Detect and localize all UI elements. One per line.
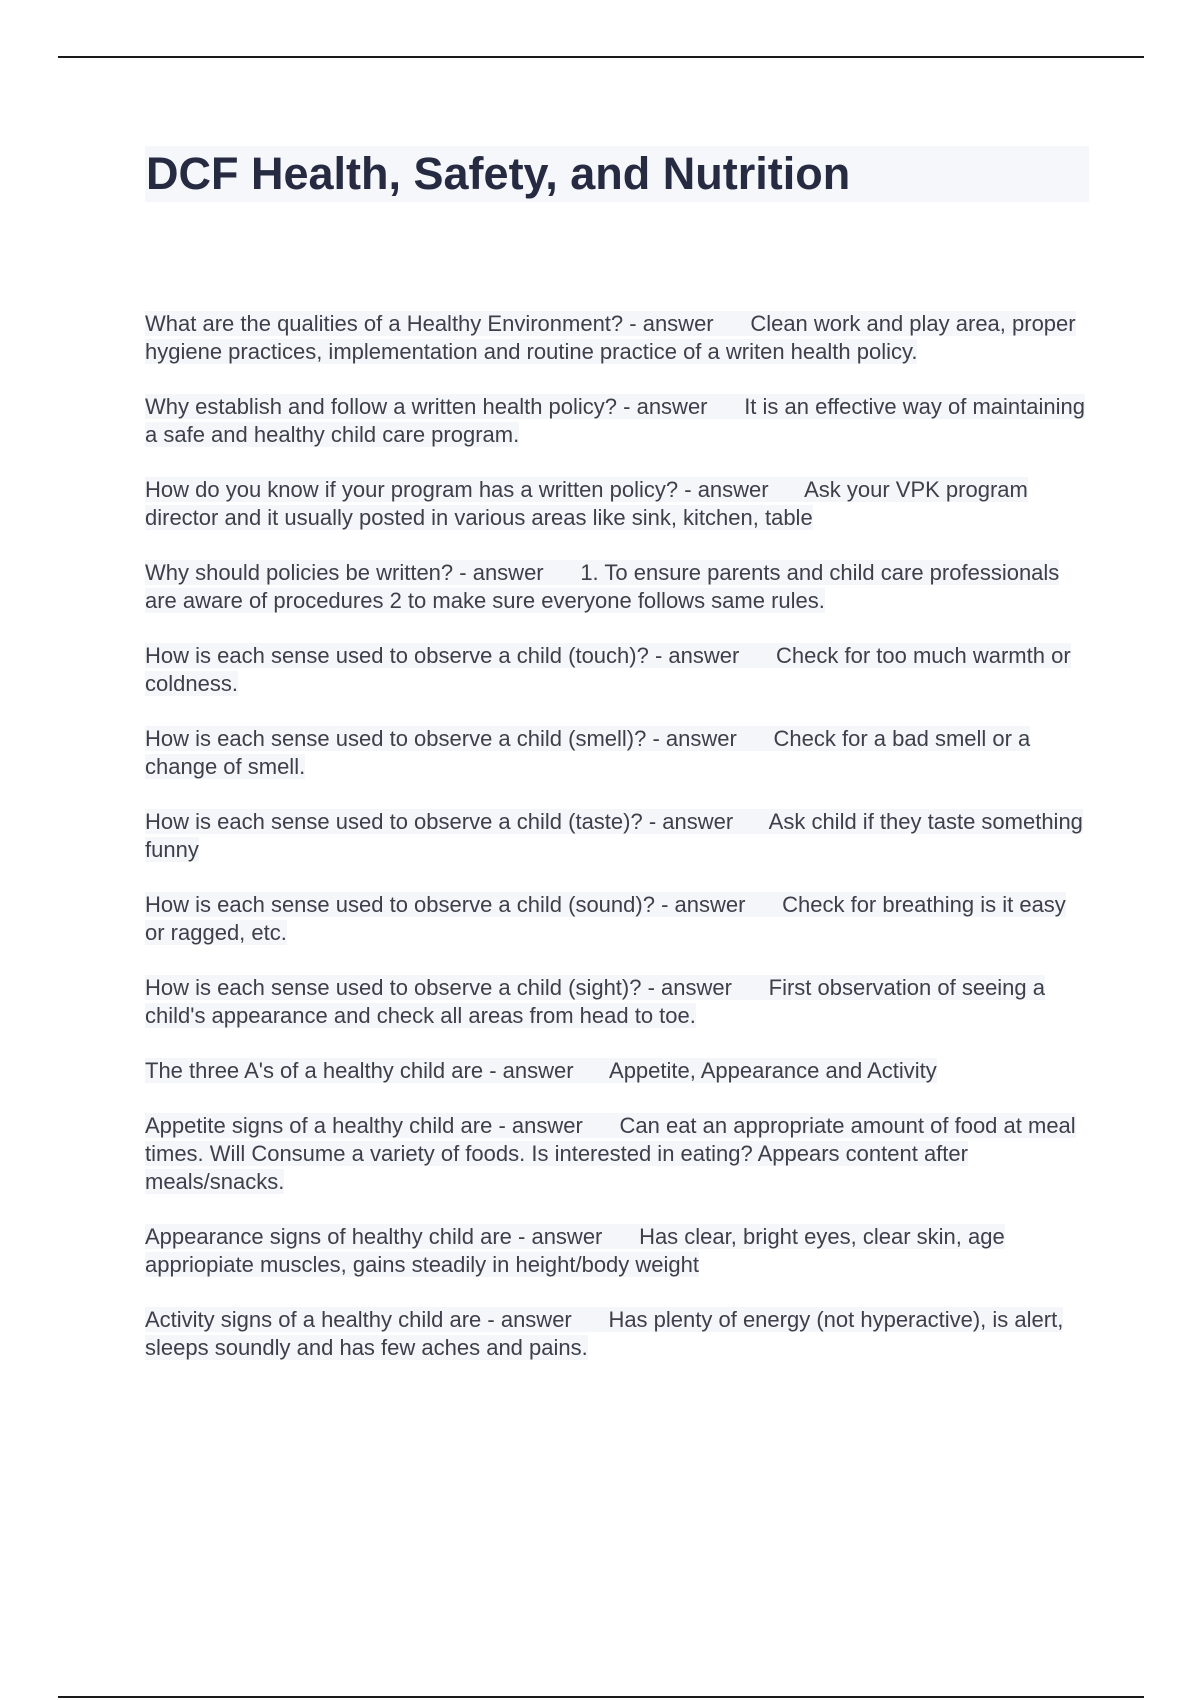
qa-question: What are the qualities of a Healthy Environment? — [145, 311, 624, 336]
qa-item — [145, 476, 1089, 532]
qa-answer: Ask child if they taste something funny — [145, 809, 1083, 862]
qa-item — [145, 725, 1089, 781]
qa-item — [145, 808, 1089, 864]
qa-question: How is each sense used to observe a child (sound)? — [145, 892, 655, 917]
qa-answer: Ask your VPK program director and it usually posted in various areas like sink, kitchen, table — [145, 477, 1028, 530]
qa-question: How is each sense used to observe a child (taste)? — [145, 809, 643, 834]
qa-separator: - answer — [641, 975, 769, 1000]
qa-answer: Has clear, bright eyes, clear skin, age appriopiate muscles, gains steadily in height/body weight — [145, 1224, 1005, 1277]
qa-question: Activity signs of a healthy child are — [145, 1307, 482, 1332]
qa-question: Appetite signs of a healthy child are — [145, 1113, 493, 1138]
qa-item — [145, 974, 1089, 1030]
qa-item — [145, 393, 1089, 449]
qa-separator: - answer — [483, 1058, 610, 1083]
qa-question: The three A's of a healthy child are — [145, 1058, 484, 1083]
qa-item — [145, 891, 1089, 947]
qa-answer: Clean work and play area, proper hygiene practices, implementation and routine practice of a writen health policy. — [145, 311, 1076, 364]
qa-question: How is each sense used to observe a child (smell)? — [145, 726, 647, 751]
qa-separator: - answer — [492, 1113, 620, 1138]
qa-separator: - answer — [648, 643, 776, 668]
qa-answer: 1. To ensure parents and child care professionals are aware of procedures 2 to make sure everyone follows same rules. — [145, 560, 1060, 613]
qa-item — [145, 1306, 1089, 1362]
qa-question: How is each sense used to observe a child (sight)? — [145, 975, 642, 1000]
qa-separator: - answer — [678, 477, 805, 502]
qa-item — [145, 642, 1089, 698]
qa-question: How do you know if your program has a written policy? — [145, 477, 679, 502]
qa-separator: - answer — [646, 726, 774, 751]
qa-answer: Check for a bad smell or a change of smell. — [145, 726, 1031, 779]
qa-item — [145, 1223, 1089, 1279]
qa-separator: - answer — [654, 892, 783, 917]
qa-item — [145, 310, 1089, 366]
qa-answer: It is an effective way of maintaining a safe and healthy child care program. — [145, 394, 1085, 447]
page-title: DCF Health, Safety, and Nutrition — [146, 148, 851, 199]
qa-item — [145, 559, 1089, 615]
qa-question: Why establish and follow a written health policy? — [145, 394, 618, 419]
qa-answer: Can eat an appropriate amount of food at meal times. Will Consume a variety of foods. Is interested in eating? Appears content after meals/snacks. — [145, 1113, 1076, 1194]
qa-answer: Appetite, Appearance and Activity — [609, 1058, 937, 1083]
qa-answer: Check for too much warmth or coldness. — [145, 643, 1071, 696]
qa-question: Why should policies be written? — [145, 560, 454, 585]
bottom-rule — [58, 1696, 1144, 1698]
qa-question: How is each sense used to observe a child (touch)? — [145, 643, 649, 668]
qa-separator: - answer — [617, 394, 745, 419]
qa-separator: - answer — [511, 1224, 640, 1249]
qa-answer: Check for breathing is it easy or ragged, etc. — [145, 892, 1066, 945]
title-banner — [145, 146, 1089, 202]
qa-item — [145, 1057, 1089, 1085]
qa-separator: - answer — [453, 560, 581, 585]
qa-question: Appearance signs of healthy child are — [145, 1224, 512, 1249]
qa-separator: - answer — [623, 311, 751, 336]
qa-answer: First observation of seeing a child's appearance and check all areas from head to toe. — [145, 975, 1046, 1028]
qa-list — [145, 310, 1089, 1389]
qa-separator: - answer — [481, 1307, 609, 1332]
top-rule — [58, 56, 1144, 58]
qa-item — [145, 1112, 1089, 1196]
qa-answer: Has plenty of energy (not hyperactive), is alert, sleeps soundly and has few aches and pains. — [145, 1307, 1064, 1360]
qa-separator: - answer — [642, 809, 769, 834]
